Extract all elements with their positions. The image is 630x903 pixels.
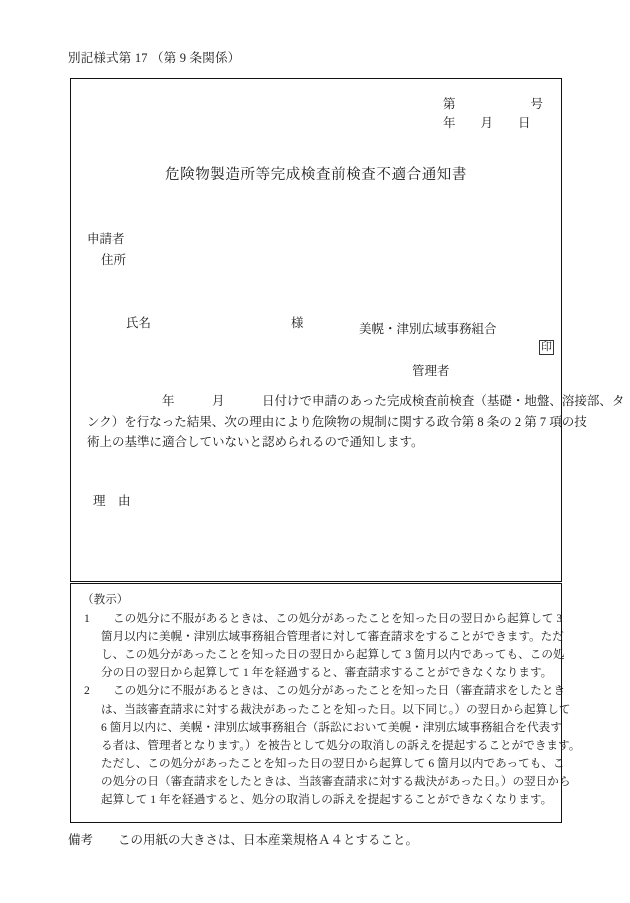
body-paragraph <box>87 391 625 453</box>
applicant-block <box>87 229 304 355</box>
document-date-field: 年 月 日 <box>442 116 531 130</box>
instruction-line: この処分に不服があるときは、この処分があったことを知った日の翌日から起算して 3 <box>113 612 563 626</box>
footer-remark: 備考 この用紙の大きさは、日本産業規格Ａ４とすること。 <box>68 833 419 847</box>
body-line: 年 月 日付けで申請のあった完成検査前検査（基礎・地盤、溶接部、タ <box>87 394 625 408</box>
instructions-content <box>71 584 581 809</box>
instruction-line: の処分の日（審査請求をしたときは、当該審査請求に対する裁決があった日。）の翌日から <box>101 774 571 788</box>
main-form-box <box>70 78 625 582</box>
instruction-line: し、この処分があったことを知った日の翌日から起算して 3 箇月以内であっても、この処 <box>101 648 565 662</box>
honorific-label: 様 <box>291 316 304 330</box>
authority-title: 管理者 <box>412 364 450 378</box>
instructions-heading: （教示） <box>82 593 129 606</box>
instruction-line: は、当該審査請求に対する裁決があったことを知った日。以下同じ。）の翌日から起算して <box>101 702 571 716</box>
instruction-item <box>82 610 565 682</box>
applicant-address-label: 住所 <box>101 253 127 267</box>
instruction-item-number: 2 <box>84 684 90 698</box>
instruction-line: 箇月以内に美幌・津別広域事務組合管理者に対して審査請求をすることができます。ただ <box>101 630 564 644</box>
authority-organization: 美幌・津別広域事務組合 <box>359 322 497 336</box>
instruction-item <box>82 682 581 809</box>
instruction-line: る者は、管理者となります。）を被告として処分の取消しの訴えを提起することができます。 <box>101 738 581 752</box>
body-line: 術上の基準に適合していないと認められるので通知します。 <box>87 435 424 449</box>
instruction-line: ただし、この処分があったことを知った日の翌日から起算して 6 箇月以内であっても、こ <box>101 756 565 770</box>
document-number-field: 第 号 <box>442 97 543 111</box>
applicant-name-row <box>87 292 304 355</box>
instruction-line: 分の日の翌日から起算して 1 年を経過すると、審査請求することができなくなります。 <box>101 666 553 680</box>
document-title: 危険物製造所等完成検査前検査不適合通知書 <box>165 167 467 183</box>
instruction-line: 起算して 1 年を経過すると、処分の取消しの訴えを提起することができなくなります。 <box>101 793 553 807</box>
document-meta <box>443 95 543 133</box>
instruction-line: この処分に不服があるときは、この処分があったことを知った日（審査請求をしたとき <box>113 684 566 698</box>
instructions-box <box>70 583 581 823</box>
applicant-name-label: 氏名 <box>126 316 152 330</box>
seal-stamp-icon: 印 <box>541 341 552 353</box>
instruction-line: 6 箇月以内に、美幌・津別広域事務組合（訴訟において美幌・津別広域事務組合を代表す <box>101 720 562 734</box>
reason-label: 理 由 <box>93 494 131 508</box>
applicant-heading: 申請者 <box>87 232 125 246</box>
form-number-label: 別記様式第 17 （第 9 条関係） <box>68 51 241 65</box>
instruction-item-number: 1 <box>84 612 90 626</box>
body-line: ンク）を行なった結果、次の理由により危険物の規制に関する政令第 8 条の 2 第 7 項の技 <box>87 414 587 429</box>
